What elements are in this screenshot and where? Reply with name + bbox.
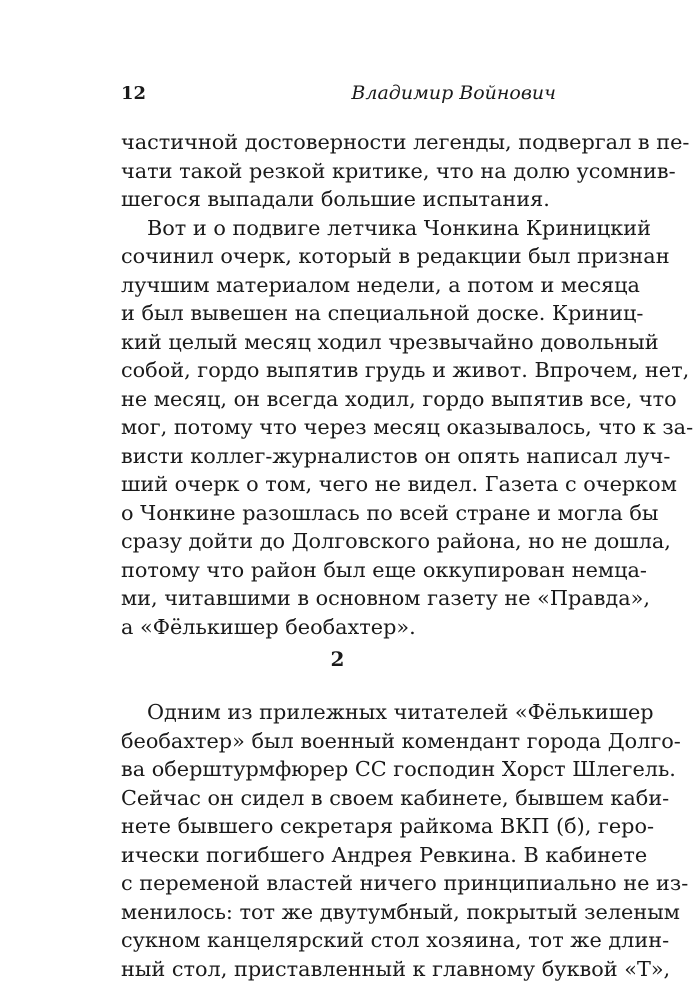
text-line: и был вывешен на специальной доске. Криниц-: [121, 301, 644, 325]
text-line: Вот и о подвиге летчика Чонкина Криницкий: [147, 215, 652, 240]
text-line: о Чонкине разошлась по всей стране и могла бы: [121, 500, 659, 525]
text-line: ми, читавшими в основном газету не «Правда»,: [121, 586, 650, 610]
text-line: а «Фёлькишер беобахтер».: [121, 614, 416, 639]
text-line: ный стол, приставленный к главному буквой «Т»,: [121, 956, 671, 981]
text-line: сукном канцелярский стол хозяина, тот же длин-: [121, 928, 670, 952]
text-line: ва оберштурмфюрер СС господин Хорст Шлегель.: [121, 757, 676, 781]
text-line: менилось: тот же двутумбный, покрытый зеленым: [121, 899, 680, 924]
page-number: 12: [121, 83, 147, 104]
text-line: Сейчас он сидел в своем кабинете, бывшем каби-: [121, 785, 670, 810]
text-line: висти коллег-журналистов он опять написал луч-: [121, 443, 671, 468]
text-line: лучшим материалом недели, а потом и месяца: [121, 272, 640, 297]
running-header: [121, 82, 556, 104]
text-line: нете бывшего секретаря райкома ВКП (б), геро-: [121, 814, 655, 838]
chapter-number: 2: [330, 647, 345, 671]
text-line: Одним из прилежных читателей «Фёлькишер: [147, 700, 654, 724]
text-line: частичной достоверности легенды, подвергал в пе-: [121, 130, 690, 154]
text-line: кий целый месяц ходил чрезвычайно довольный: [121, 329, 659, 354]
text-line: ший очерк о том, чего не видел. Газета с очерком: [121, 472, 677, 496]
text-line: сразу дойти до Долговского района, но не дошла,: [121, 529, 671, 553]
text-line: чати такой резкой критике, что на долю усомнив-: [121, 158, 676, 183]
text-line: мог, потому что через месяц оказывалось, что к за-: [121, 415, 693, 439]
text-line: собой, гордо выпятив грудь и живот. Впрочем, нет,: [121, 358, 690, 382]
text-line: беобахтер» был военный комендант города Долго-: [121, 728, 681, 753]
text-line: сочинил очерк, который в редакции был признан: [121, 244, 670, 268]
author-name: Владимир Войнович: [351, 82, 556, 104]
text-line: шегося выпадали большие испытания.: [121, 187, 550, 211]
text-line: ически погибшего Андрея Ревкина. В кабинете: [121, 842, 648, 867]
text-line: не месяц, он всегда ходил, гордо выпятив все, что: [121, 386, 677, 411]
text-line: с переменой властей ничего принципиально не из-: [121, 871, 689, 895]
text-line: потому что район был еще оккупирован немца-: [121, 557, 647, 582]
